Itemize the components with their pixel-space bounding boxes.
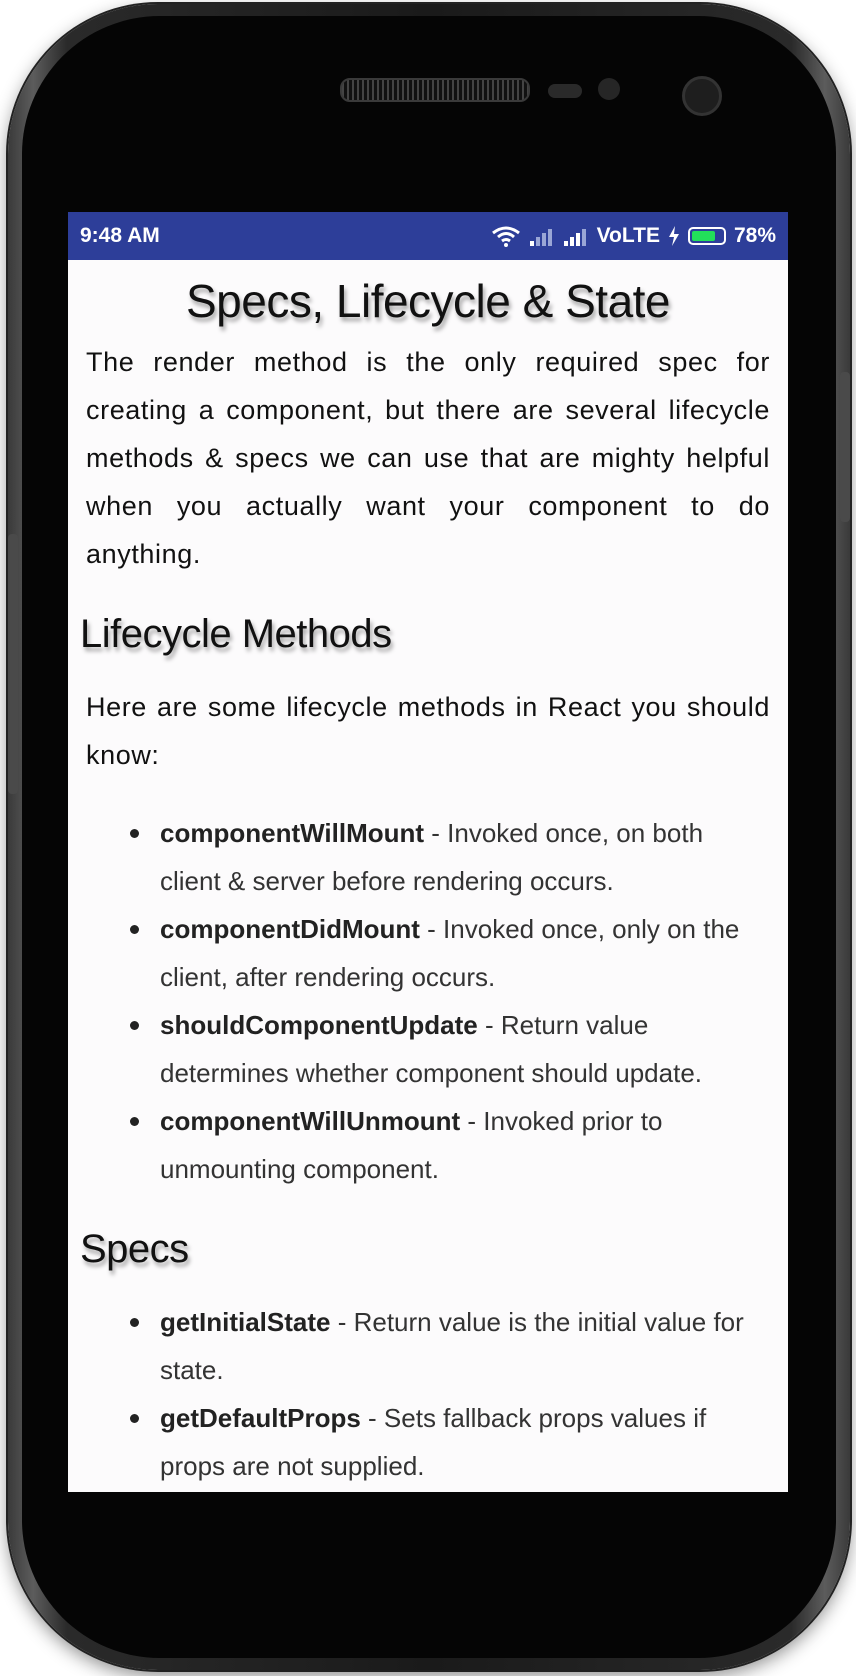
list-item [160, 1097, 770, 1193]
status-bar [68, 212, 788, 260]
spec-desc: - Return value is the initial value for state. [160, 1307, 744, 1385]
lifecycle-heading: Lifecycle Methods [80, 612, 392, 656]
charging-icon [668, 226, 680, 246]
volume-button [8, 534, 18, 794]
specs-heading: Specs [80, 1227, 189, 1271]
method-desc: - Invoked once, only on the client, after rendering occurs. [160, 914, 740, 992]
screen [68, 212, 788, 1492]
method-name: componentWillMount [160, 818, 425, 848]
signal-icon [529, 226, 555, 246]
spec-desc: - Sets fallback props values if props are not supplied. [160, 1403, 707, 1481]
list-item [160, 905, 770, 1001]
page-title: Specs, Lifecycle & State [185, 275, 671, 327]
list-item [160, 1394, 770, 1490]
intro-paragraph: The render method is the only required spec for creating a component, but there are several lifecycle methods & specs we can use that are mighty helpful when you actually want your component to do anything. [86, 347, 770, 569]
network-label: VoLTE [596, 224, 660, 247]
list-item [160, 809, 770, 905]
method-name: shouldComponentUpdate [160, 1010, 478, 1040]
battery-icon [688, 227, 726, 245]
wifi-icon [491, 225, 521, 247]
lifecycle-intro: Here are some lifecycle methods in React you should know: [86, 692, 770, 770]
article-content [68, 274, 788, 1490]
status-icons [491, 224, 776, 248]
front-camera [682, 76, 722, 116]
status-time: 9:48 AM [80, 224, 160, 247]
proximity-sensor [548, 84, 582, 98]
spec-name: getInitialState [160, 1307, 331, 1337]
light-sensor [598, 78, 620, 100]
lifecycle-list [86, 809, 770, 1193]
earpiece-speaker [340, 78, 530, 102]
signal-icon [563, 226, 589, 246]
list-item [160, 1298, 770, 1394]
specs-list [86, 1298, 770, 1490]
battery-fill [692, 231, 715, 241]
method-desc: - Return value determines whether component should update. [160, 1010, 703, 1088]
list-item [160, 1001, 770, 1097]
battery-percent: 78% [733, 224, 776, 247]
power-button [840, 372, 850, 522]
method-desc: - Invoked prior to unmounting component. [160, 1106, 663, 1184]
method-name: componentWillUnmount [160, 1106, 461, 1136]
method-desc: - Invoked once, on both client & server before rendering occurs. [160, 818, 704, 896]
spec-name: getDefaultProps [160, 1403, 361, 1433]
method-name: componentDidMount [160, 914, 420, 944]
